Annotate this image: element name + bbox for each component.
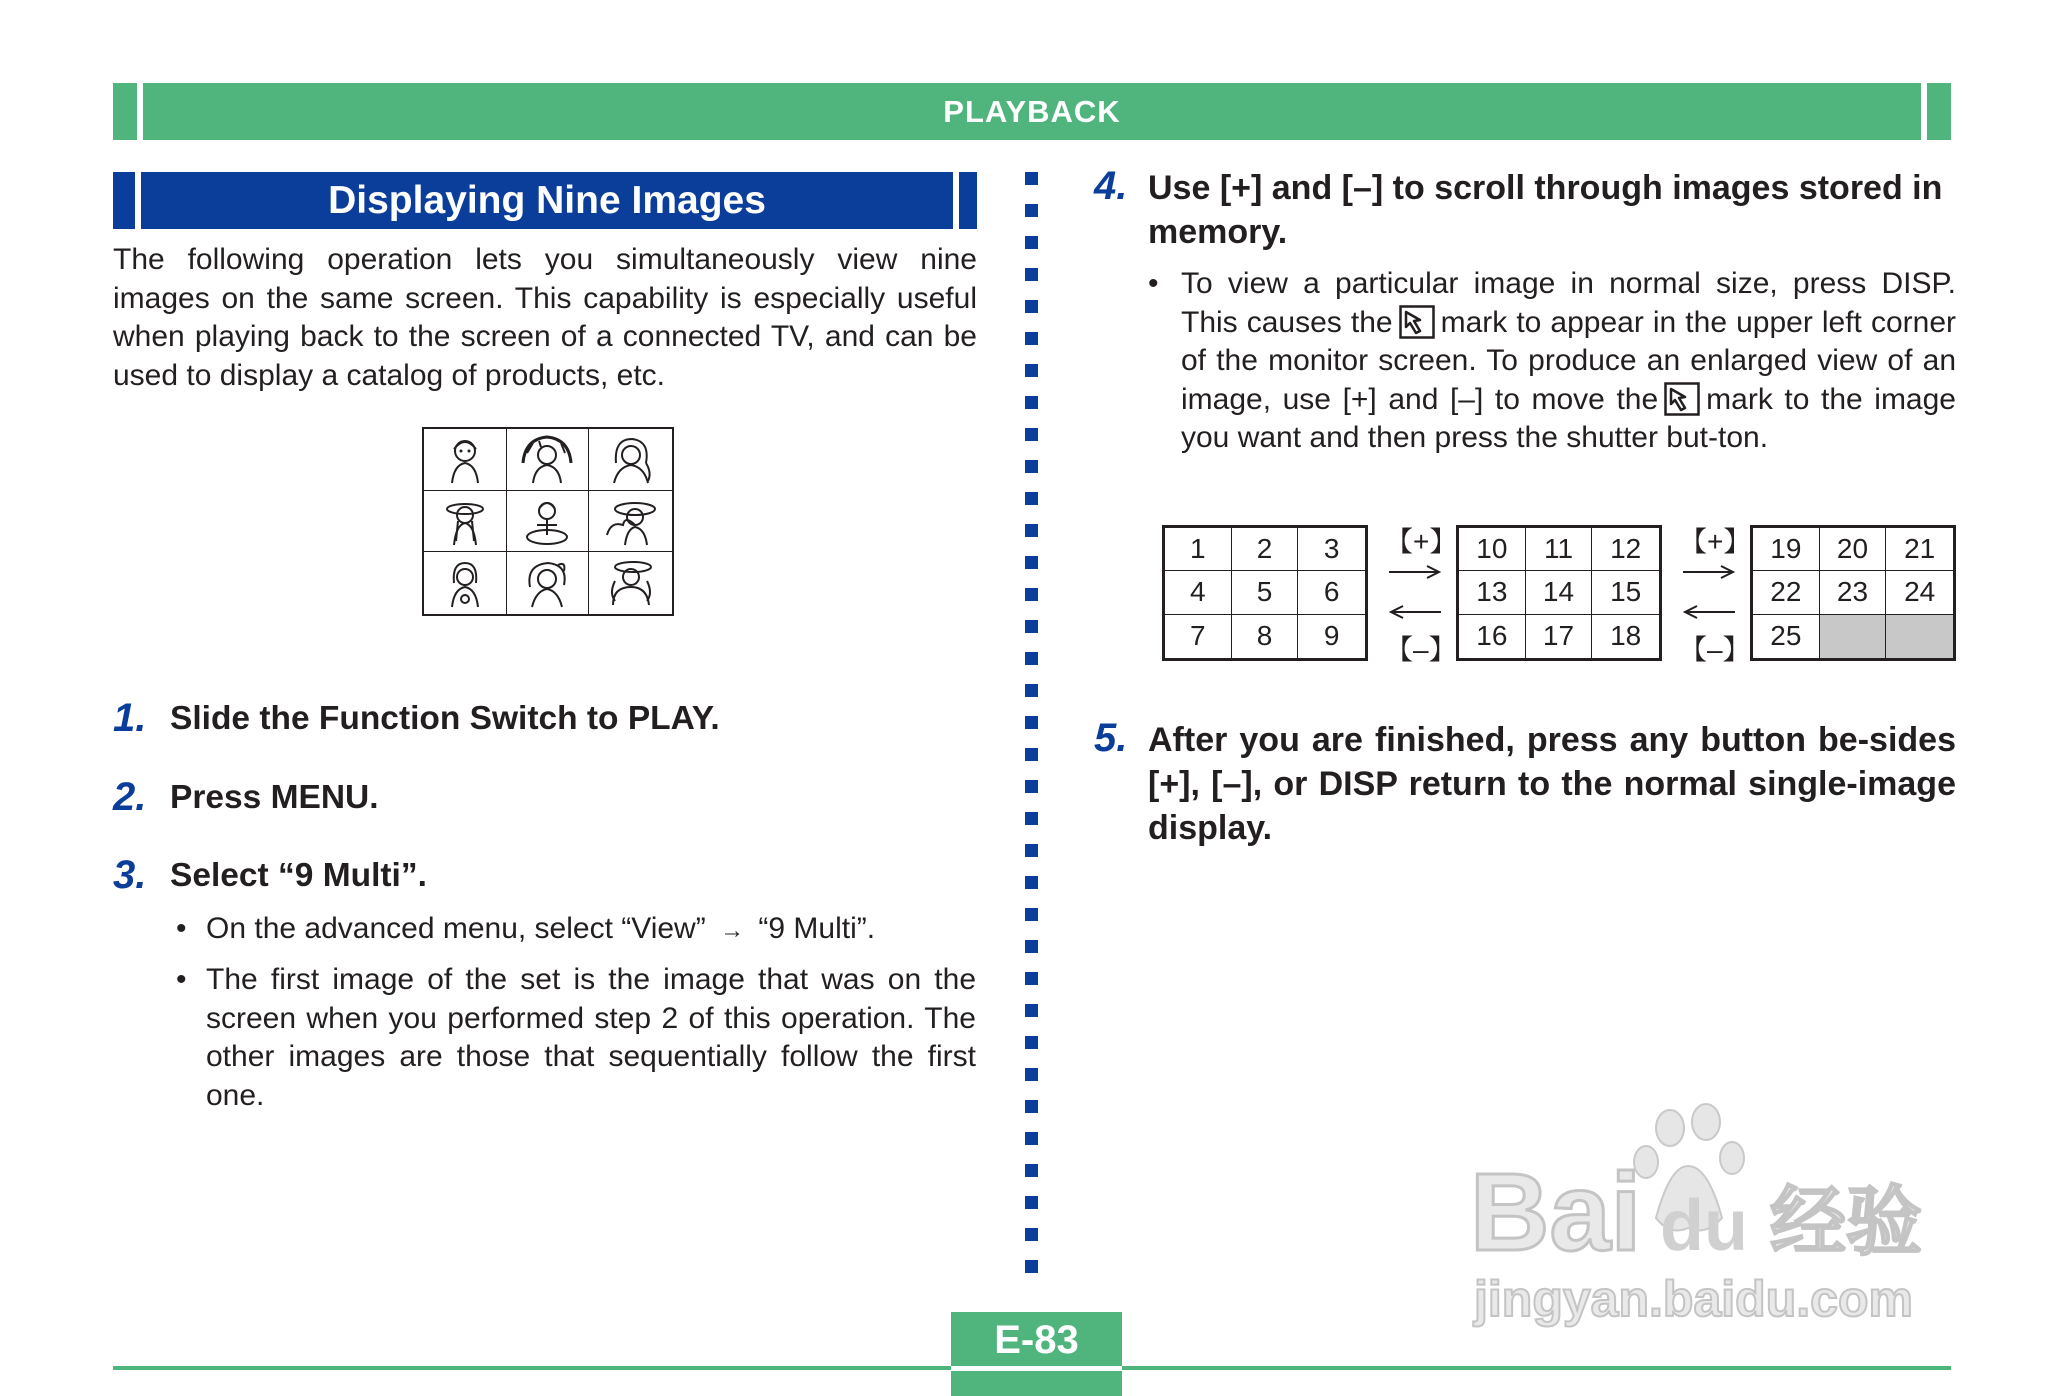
bullet-dot: • — [176, 912, 187, 945]
step-number: 1. — [113, 696, 147, 740]
screen-grid-3 — [1750, 525, 1956, 661]
grid-cell: 3 — [1298, 528, 1365, 571]
scroll-arrows — [1385, 520, 1458, 666]
step-number: 4. — [1094, 164, 1128, 208]
bullet-text: mark to the image you want and then press the shutter but-ton. — [1181, 382, 1956, 454]
portrait-icon — [507, 491, 590, 553]
step-number: 3. — [113, 853, 147, 897]
minus-label: 【–】 — [1385, 634, 1457, 665]
baidu-watermark — [1470, 1100, 1950, 1330]
bullet-text: “9 Multi”. — [758, 912, 876, 945]
grid-cell: 17 — [1526, 615, 1593, 658]
grid-cell: 15 — [1592, 571, 1659, 614]
grid-cell: 2 — [1232, 528, 1299, 571]
section-title-bar — [113, 172, 977, 229]
portrait-icon — [424, 429, 507, 491]
screen-grid-1 — [1162, 525, 1368, 661]
grid-cell: 6 — [1298, 571, 1365, 614]
grid-cell: 8 — [1232, 615, 1299, 658]
column-divider — [1025, 172, 1038, 1290]
bullet-text: To view a particular image in normal size, press DISP. This causes the — [1181, 267, 1956, 339]
header-band — [113, 83, 1951, 140]
empty-cell — [1820, 615, 1887, 658]
portrait-icon — [424, 491, 507, 553]
watermark-brand: Bai — [1470, 1151, 1642, 1274]
grid-cell: 4 — [1165, 571, 1232, 614]
bullet-dot: • — [176, 963, 187, 996]
grid-cell: 20 — [1820, 528, 1887, 571]
plus-label: 【+】 — [1679, 526, 1752, 557]
bullet-text: On the advanced menu, select “View” — [206, 912, 706, 945]
title-divider-right — [953, 172, 959, 229]
grid-cell: 14 — [1526, 571, 1593, 614]
portrait-icon — [507, 429, 590, 491]
step-text: After you are finished, press any button be-sides [+], [–], or DISP return to the normal single-image display. — [1148, 721, 1956, 847]
grid-cell: 1 — [1165, 528, 1232, 571]
step-3 — [113, 853, 973, 901]
grid-cell: 12 — [1592, 528, 1659, 571]
intro-paragraph: The following operation lets you simultaneously view nine images on the same screen. This capability is especially useful when playing back to the screen of a connected TV, and can be used to display a catalog of products, etc. — [113, 243, 977, 392]
right-arrow-icon: → — [720, 917, 745, 944]
grid-cell: 25 — [1753, 615, 1820, 658]
grid-cell: 22 — [1753, 571, 1820, 614]
grid-cell: 9 — [1323, 620, 1340, 652]
page-tab-divider — [951, 1366, 1122, 1371]
page-number-tab — [951, 1312, 1122, 1396]
left-arrow-icon — [1389, 604, 1441, 620]
step-number: 5. — [1094, 716, 1128, 760]
empty-cell — [1886, 615, 1953, 658]
right-arrow-icon — [1683, 564, 1735, 580]
grid-cell: 23 — [1820, 571, 1887, 614]
bullet-text: The first image of the set is the image that was on the screen when you performed step 2 of this operation. The other images are those that sequentially follow the first one. — [206, 963, 976, 1112]
page-title: Displaying Nine Images — [328, 179, 766, 222]
grid-cell: 24 — [1886, 571, 1953, 614]
step-text: Select “9 Multi”. — [170, 857, 427, 894]
grid-cell: 21 — [1886, 528, 1953, 571]
bullet-item — [1148, 265, 1956, 458]
step-number: 2. — [113, 775, 147, 819]
grid-cell: 13 — [1459, 571, 1526, 614]
bullet-item — [176, 910, 976, 951]
left-arrow-icon — [1683, 604, 1735, 620]
nine-image-illustration — [422, 427, 674, 616]
bullet-text: mark to appear in the upper left corner of the monitor screen. To produce an enlarged view of an image, use [+] and [–] to move the — [1181, 305, 1956, 416]
step-text: Use [+] and [–] to scroll through images stored in memory. — [1148, 169, 1943, 251]
portrait-icon — [589, 491, 672, 553]
section-label: PLAYBACK — [943, 94, 1121, 129]
step-5 — [1094, 718, 1956, 850]
grid-cell: 18 — [1610, 620, 1642, 652]
scroll-arrows — [1679, 520, 1752, 666]
step-text: Press MENU. — [170, 779, 379, 816]
grid-cell: 11 — [1526, 528, 1593, 571]
portrait-icon — [507, 552, 590, 614]
grid-cell: 5 — [1232, 571, 1299, 614]
step-4 — [1094, 166, 1956, 254]
step-1 — [113, 696, 973, 744]
right-arrow-icon — [1389, 564, 1441, 580]
portrait-icon — [589, 552, 672, 614]
step-text: Slide the Function Switch to PLAY. — [170, 700, 720, 737]
watermark-brand-2: du — [1660, 1186, 1748, 1266]
cursor-mark-icon — [1399, 305, 1435, 339]
bullet-dot: • — [1148, 267, 1159, 300]
plus-label: 【+】 — [1385, 526, 1458, 557]
cursor-mark-icon — [1664, 382, 1700, 416]
grid-cell: 19 — [1753, 528, 1820, 571]
grid-cell: 16 — [1459, 615, 1526, 658]
portrait-icon — [589, 429, 672, 491]
page-number: E-83 — [994, 1318, 1079, 1362]
grid-cell: 7 — [1165, 615, 1232, 658]
watermark-cn: 经验 — [1770, 1177, 1922, 1266]
minus-label: 【–】 — [1679, 634, 1751, 665]
portrait-icon — [424, 552, 507, 614]
bullet-item — [176, 961, 976, 1115]
step-2 — [113, 775, 973, 823]
watermark-url: jingyan.baidu.com — [1474, 1271, 1913, 1327]
grid-cell: 10 — [1459, 528, 1526, 571]
screen-grid-2 — [1456, 525, 1662, 661]
